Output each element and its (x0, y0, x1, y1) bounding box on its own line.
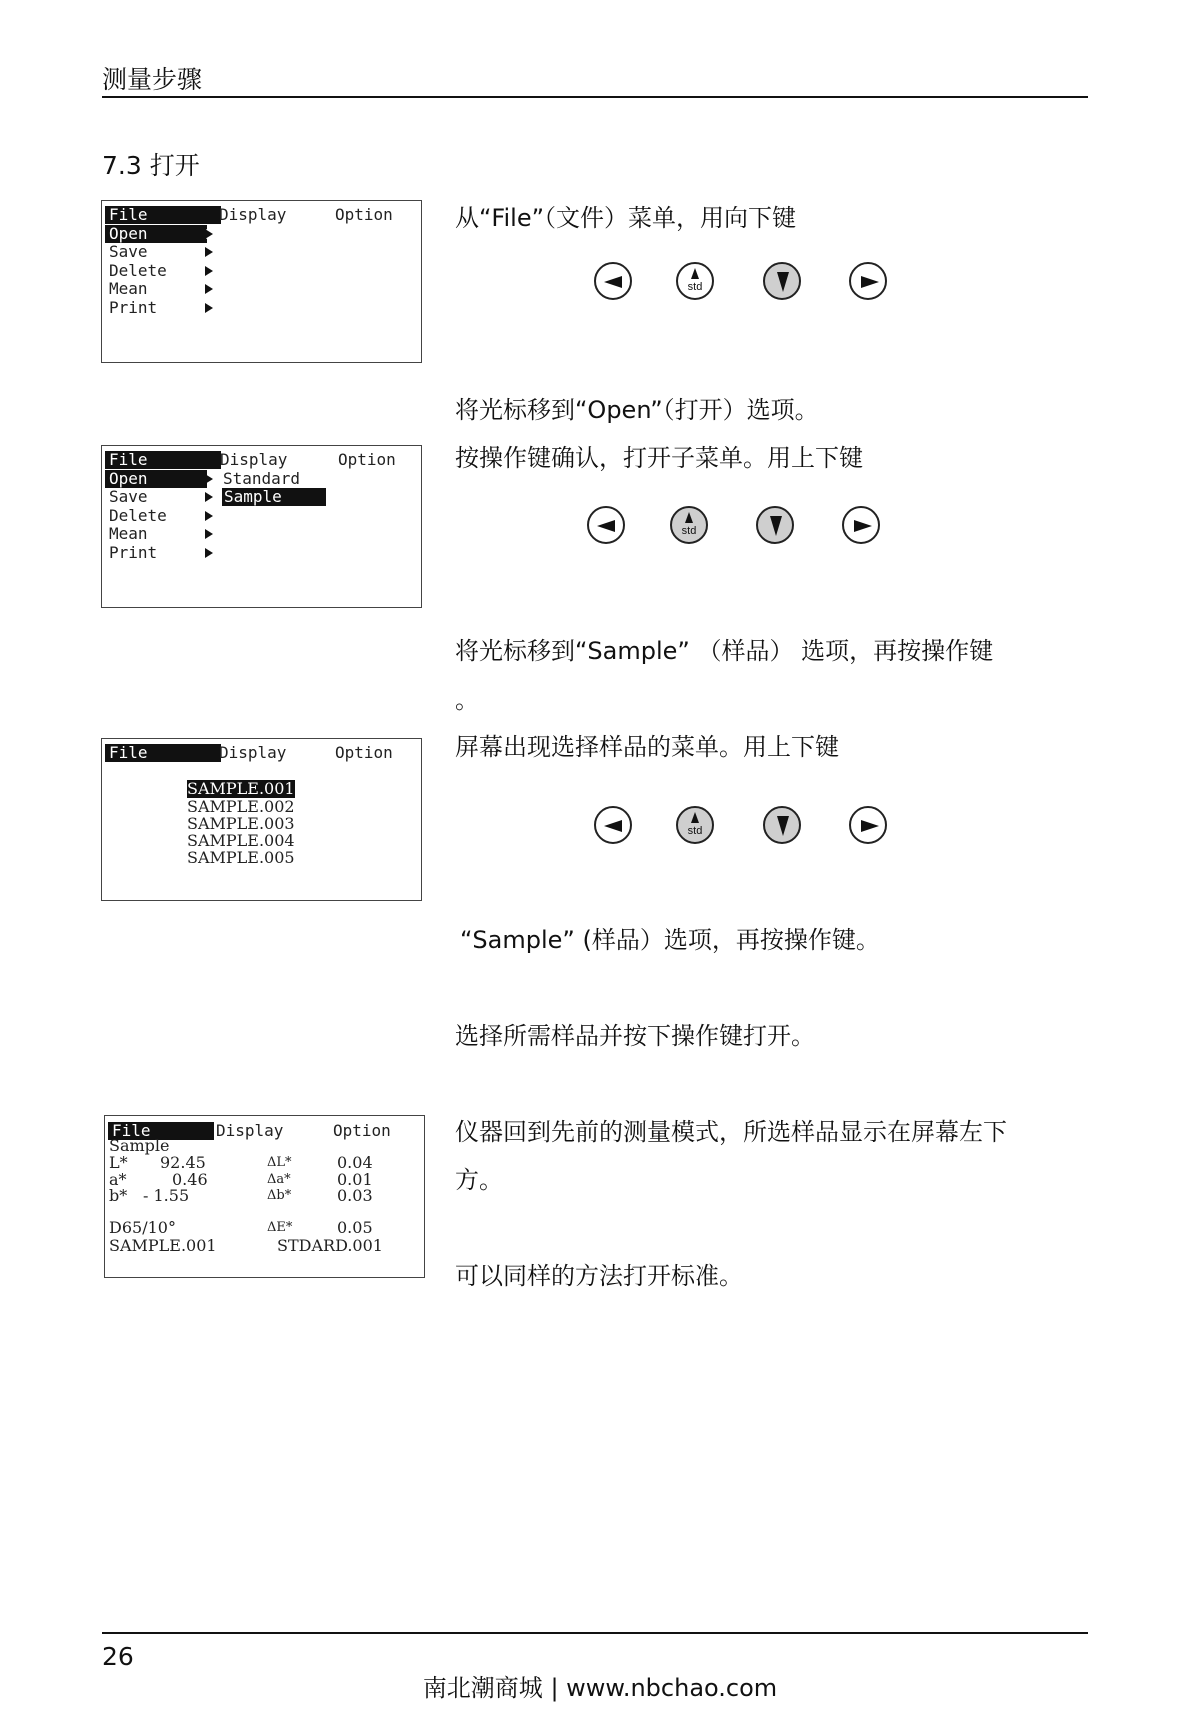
left-key-icon (594, 262, 632, 300)
down-key-icon (763, 262, 801, 300)
delta-b-value: 0.03 (337, 1186, 373, 1205)
sample-list-item: SAMPLE.002 (187, 797, 295, 816)
delta-l-value: 0.04 (337, 1153, 373, 1172)
footer-site: 南北潮商城 | www.nbchao.com (422, 1674, 778, 1702)
delta-a-value: 0.01 (337, 1170, 373, 1189)
delta-a-label: Δa* (267, 1172, 291, 1187)
submenu-arrow-icon (205, 511, 213, 521)
std-up-key-icon: std (676, 806, 714, 844)
footer-rule (102, 1632, 1088, 1634)
submenu-arrow-icon (205, 474, 213, 484)
menu-option: Option (333, 1121, 391, 1140)
step-text: 屏幕出现选择样品的菜单。用上下键 (455, 733, 839, 761)
menu-item-save: Save (109, 487, 148, 506)
delta-l-label: ΔL* (267, 1155, 292, 1170)
delta-b-label: Δb* (267, 1188, 292, 1203)
down-key-icon (756, 506, 794, 544)
menu-item-delete: Delete (109, 261, 167, 280)
menu-item-delete: Delete (109, 506, 167, 525)
screen-open-submenu (101, 445, 422, 608)
menu-item-open: Open (105, 225, 207, 243)
submenu-arrow-icon (205, 229, 213, 239)
standard-name: STDARD.001 (277, 1236, 383, 1255)
mode-label: Sample (109, 1136, 170, 1155)
delta-e-label: ΔE* (267, 1220, 293, 1235)
submenu-arrow-icon (205, 548, 213, 558)
menu-file: File (105, 451, 221, 469)
screen-sample-list (101, 738, 422, 901)
delta-e-value: 0.05 (337, 1218, 373, 1237)
a-value: 0.46 (172, 1170, 208, 1189)
menu-item-mean: Mean (109, 279, 148, 298)
menu-display: Display (219, 743, 287, 762)
right-key-icon (842, 506, 880, 544)
header-title: 测量步骤 (102, 65, 203, 94)
menu-file: File (108, 1122, 214, 1140)
menu-option: Option (335, 205, 393, 224)
submenu-arrow-icon (205, 266, 213, 276)
step-text: 将光标移到“Open”（打开）选项。 (455, 396, 819, 424)
step-text: 可以同样的方法打开标准。 (455, 1262, 743, 1290)
down-key-icon (763, 806, 801, 844)
section-title: 7.3 打开 (102, 151, 200, 180)
right-key-icon (849, 262, 887, 300)
menu-item-print: Print (109, 298, 158, 317)
screen-measurement (104, 1115, 425, 1278)
std-up-key-icon: std (670, 506, 708, 544)
right-key-icon (849, 806, 887, 844)
menu-item-print: Print (109, 543, 158, 562)
header-rule (102, 96, 1088, 98)
step-text: 。 (455, 686, 479, 714)
sample-list-item: SAMPLE.003 (187, 814, 295, 833)
menu-display: Display (220, 450, 288, 469)
step-text: “Sample” (样品）选项，再按操作键。 (460, 926, 880, 954)
menu-item-save: Save (109, 242, 148, 261)
step-text: 选择所需样品并按下操作键打开。 (455, 1022, 815, 1050)
left-key-icon (594, 806, 632, 844)
menu-file: File (105, 744, 221, 762)
menu-display: Display (219, 205, 287, 224)
menu-option: Option (338, 450, 396, 469)
step-text: 仪器回到先前的测量模式，所选样品显示在屏幕左下 (455, 1118, 1007, 1146)
l-label: L* (109, 1153, 128, 1172)
l-value: 92.45 (160, 1153, 206, 1172)
submenu-arrow-icon (205, 492, 213, 502)
b-value: - 1.55 (143, 1186, 190, 1205)
step-text: 按操作键确认，打开子菜单。用上下键 (455, 444, 863, 472)
screen-file-menu (101, 200, 422, 363)
step-text: 将光标移到“Sample” （样品） 选项，再按操作键 (455, 637, 994, 665)
a-label: a* (109, 1170, 127, 1189)
menu-option: Option (335, 743, 393, 762)
std-up-key-icon: std (676, 262, 714, 300)
page-number: 26 (102, 1642, 134, 1671)
submenu-item-sample: Sample (222, 488, 326, 506)
menu-item-open: Open (105, 470, 207, 488)
submenu-arrow-icon (205, 247, 213, 257)
step-text: 从“File”（文件）菜单，用向下键 (455, 204, 797, 232)
sample-list-item: SAMPLE.001 (187, 779, 295, 798)
sample-name: SAMPLE.001 (109, 1236, 217, 1255)
submenu-arrow-icon (205, 529, 213, 539)
sample-list-item: SAMPLE.005 (187, 848, 295, 867)
submenu-arrow-icon (205, 303, 213, 313)
menu-item-mean: Mean (109, 524, 148, 543)
step-text: 方。 (455, 1166, 503, 1194)
b-label: b* (109, 1186, 128, 1205)
menu-display: Display (216, 1121, 284, 1140)
left-key-icon (587, 506, 625, 544)
illuminant-label: D65/10° (109, 1218, 176, 1237)
sample-list-item: SAMPLE.004 (187, 831, 295, 850)
menu-file: File (105, 206, 221, 224)
submenu-arrow-icon (205, 284, 213, 294)
submenu-item-standard: Standard (223, 469, 301, 488)
